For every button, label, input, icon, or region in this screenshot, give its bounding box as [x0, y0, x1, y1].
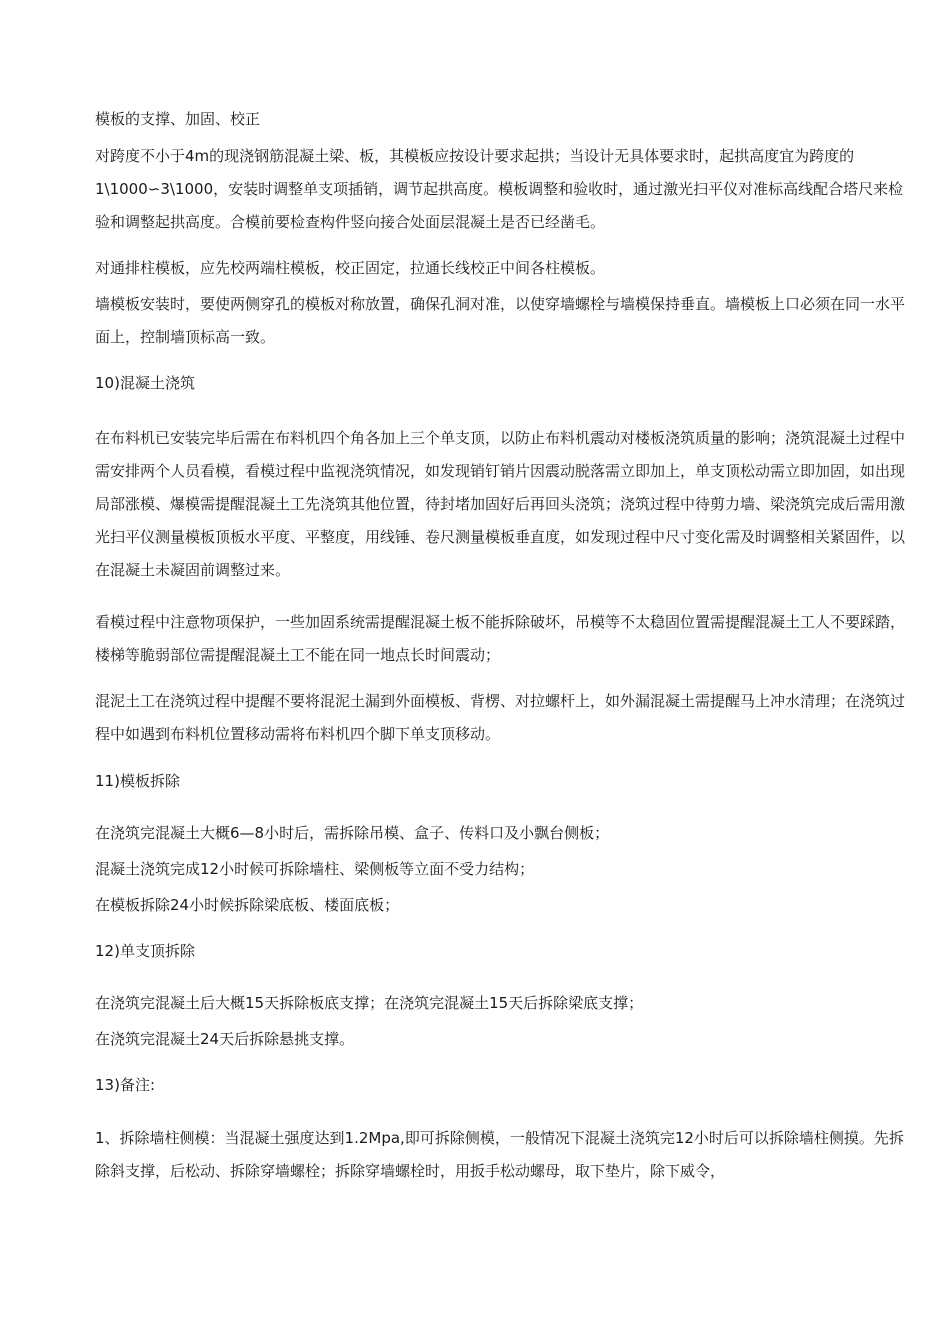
paragraph: 在模板拆除24小时候拆除梁底板、楼面底板； — [95, 896, 400, 914]
paragraph: 混泥土工在浇筑过程中提醒不要将混泥土漏到外面模板、背楞、对拉螺杆上，如外漏混凝土需提醒马上冲水清理；在浇筑过程中如遇到布料机位置移动需将布料机四个脚下单支顶移动。 — [95, 692, 906, 743]
paragraph: 对通排柱模板，应先校两端柱模板，校正固定，拉通长线校正中间各柱模板。 — [95, 259, 606, 277]
section-heading: 10)混凝土浇筑 — [95, 374, 195, 392]
section-heading: 12)单支顶拆除 — [95, 942, 195, 960]
section-heading: 模板的支撑、加固、校正 — [95, 110, 261, 128]
paragraph: 在布料机已安装完毕后需在布料机四个角各加上三个单支顶，以防止布料机震动对楼板浇筑质量的影响；浇筑混凝土过程中需安排两个人员看模，看模过程中监视浇筑情况，如发现销钉销片因震动脱落需立即加上，单支顶松动需立即加固，如出现局部涨模、爆模需提醒混凝土工先浇筑其他位置，待封堵加固好后再回头浇筑；浇筑过程中待剪力墙、梁浇筑完成后需用激光扫平仪测量模板顶板水平度、平整度，用线锤、卷尺测量模板垂直度，如发现过程中尺寸变化需及时调整相关紧固件，以在混凝土未凝固前调整过来。 — [95, 429, 906, 579]
paragraph: 对跨度不小于4m的现浇钢筋混凝土梁、板，其模板应按设计要求起拱；当设计无具体要求时，起拱高度宜为跨度的1\1000∽3\1000，安装时调整单支项插销，调节起拱高度。模板调整和验收时，通过激光扫平仪对准标高线配合塔尺来检验和调整起拱高度。合模前要检查构件竖向接合处面层混凝土是否已经凿毛。 — [95, 147, 904, 231]
paragraph: 墙模板安装时，要使两侧穿孔的模板对称放置，确保孔洞对准，以使穿墙螺栓与墙模保持垂直。墙模板上口必须在同一水平面上，控制墙顶标高一致。 — [95, 295, 906, 346]
paragraph: 混凝土浇筑完成12小时候可拆除墙柱、梁侧板等立面不受力结构； — [95, 860, 535, 878]
paragraph: 在浇筑完混凝土后大概15天拆除板底支撑；在浇筑完混凝土15天后拆除梁底支撑； — [95, 994, 644, 1012]
section-heading: 13)备注: — [95, 1076, 155, 1094]
paragraph: 在浇筑完混凝土24天后拆除悬挑支撑。 — [95, 1030, 355, 1048]
paragraph: 在浇筑完混凝土大概6—8小时后，需拆除吊模、盒子、传料口及小飘台侧板； — [95, 824, 610, 842]
paragraph: 1、拆除墙柱侧模：当混凝土强度达到1.2Mpa,即可拆除侧模，一般情况下混凝土浇筑完12小时后可以拆除墙柱侧摸。先拆除斜支撑，后松动、拆除穿墙螺栓；拆除穿墙螺栓时，用扳手松动螺母，取下垫片，除下威令， — [95, 1129, 904, 1180]
paragraph: 看模过程中注意物项保护，一些加固系统需提醒混凝土板不能拆除破坏，吊模等不太稳固位置需提醒混凝土工人不要踩踏，楼梯等脆弱部位需提醒混凝土工不能在同一地点长时间震动； — [95, 613, 906, 664]
section-heading: 11)模板拆除 — [95, 772, 180, 790]
